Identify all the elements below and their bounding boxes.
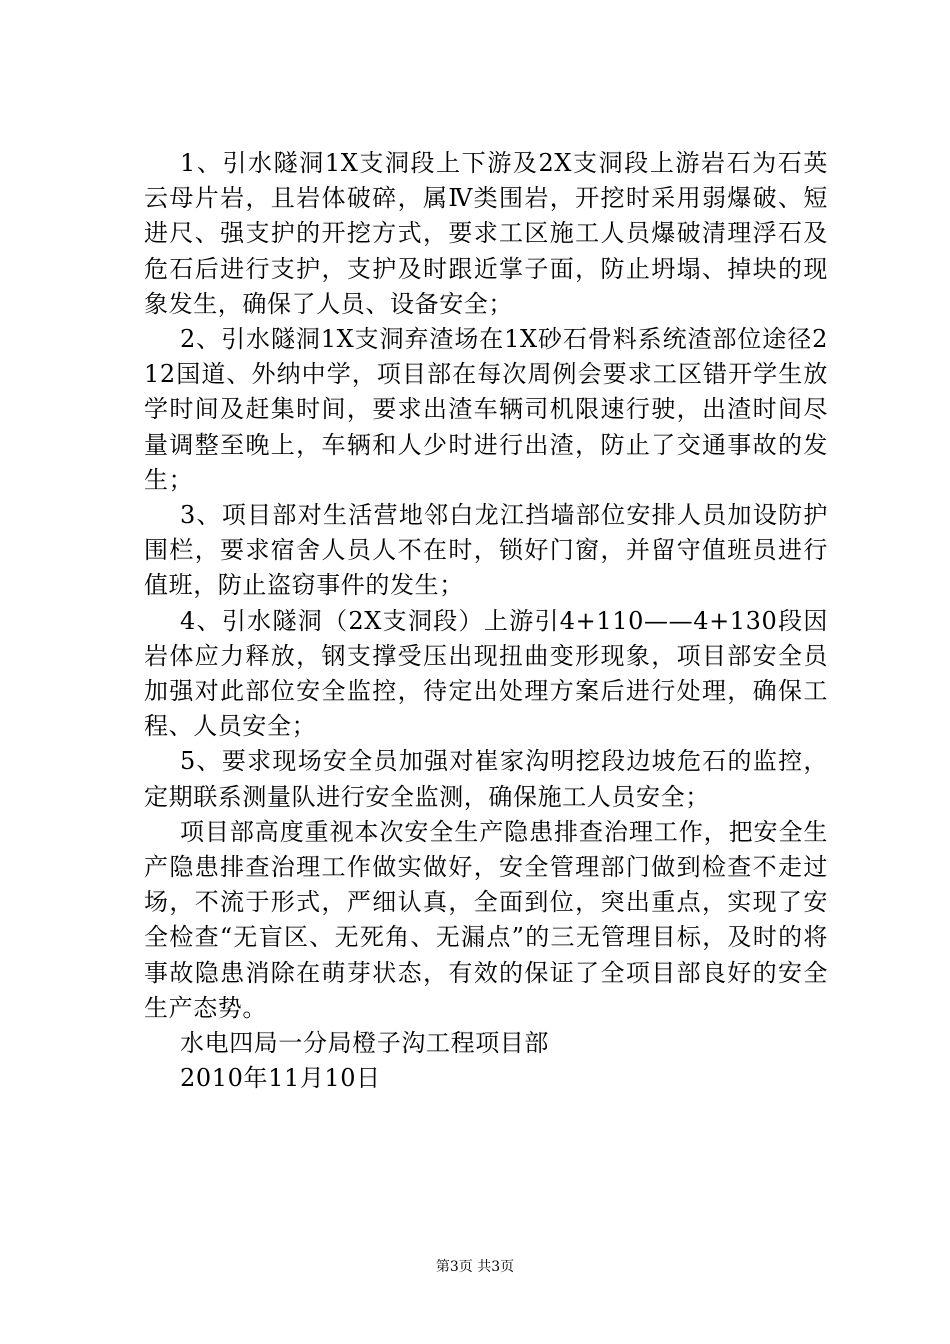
document-date: 2010年11月10日 [180, 1064, 381, 1093]
page-footer [0, 1258, 950, 1276]
paragraph-item-5: 5、要求现场安全员加强对崔家沟明挖段边坡危石的监控，定期联系测量队进行安全监测，确保施工人员安全； [144, 747, 828, 811]
paragraph-item-2: 2、引水隧洞1X支洞弃渣场在1X砂石骨料系统渣部位途径212国道、外纳中学，项目部在每次周例会要求工区错开学生放学时间及赶集时间，要求出渣车辆司机限速行驶，出渣时间尽量调整至晚上，车辆和人少时进行出渣，防止了交通事故的发生； [144, 325, 828, 494]
paragraph-item-1: 1、引水隧洞1X支洞段上下游及2X支洞段上游岩石为石英云母片岩，且岩体破碎，属Ⅳ类围岩，开挖时采用弱爆破、短进尺、强支护的开挖方式，要求工区施工人员爆破清理浮石及危石后进行支护，支护及时跟近掌子面，防止坍塌、掉块的现象发生，确保了人员、设备安全； [144, 149, 828, 318]
paragraph-item-4: 4、引水隧洞（2X支洞段）上游引4+110——4+130段因岩体应力释放，钢支撑受压出现扭曲变形现象，项目部安全员加强对此部位安全监控，待定出处理方案后进行处理，确保工程、人员安全； [144, 606, 828, 741]
organization-signature: 水电四局一分局橙子沟工程项目部 [180, 1029, 549, 1058]
summary-paragraph: 项目部高度重视本次安全生产隐患排查治理工作，把安全生产隐患排查治理工作做实做好，安全管理部门做到检查不走过场，不流于形式，严细认真，全面到位，突出重点，实现了安全检查“无盲区、无死角、无漏点”的三无管理目标，及时的将事故隐患消除在萌芽状态，有效的保证了全项目部良好的安全生产态势。 [144, 817, 828, 1022]
page-number: 第3页 共3页 [435, 1259, 515, 1275]
paragraph-item-3: 3、项目部对生活营地邻白龙江挡墙部位安排人员加设防护围栏，要求宿舍人员人不在时，锁好门窗，并留守值班员进行值班，防止盗窃事件的发生； [144, 501, 828, 600]
document-body [144, 146, 828, 1096]
